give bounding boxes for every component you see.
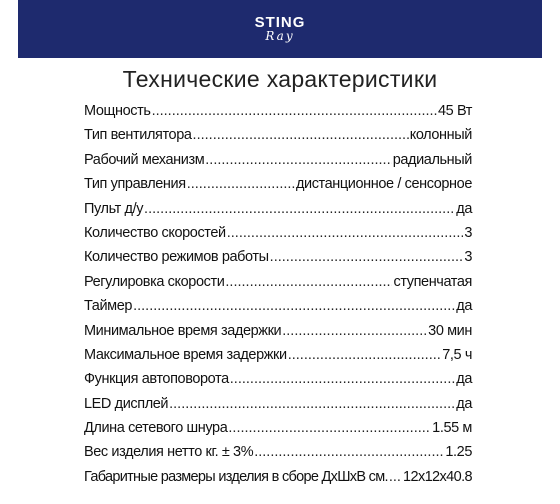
spec-label: Тип управления (84, 176, 186, 193)
dot-leader (205, 152, 391, 168)
spec-label: Рабочий механизм (84, 151, 205, 168)
spec-label: Длина сетевого шнура (84, 420, 228, 437)
spec-value: 30 мин (428, 322, 472, 339)
spec-label: Функция автоповорота (84, 371, 229, 388)
spec-row (84, 347, 472, 371)
dot-leader (270, 249, 464, 265)
brand-logo: STING (254, 14, 306, 31)
spec-label: LED дисплей (84, 395, 169, 412)
spec-label: Регулировка скорости (84, 273, 225, 290)
spec-label: Таймер (84, 298, 133, 315)
spec-value: 45 Вт (438, 103, 472, 119)
spec-value: радиальный (392, 151, 472, 168)
spec-row (84, 152, 472, 176)
dot-leader (389, 469, 402, 485)
spec-row (84, 176, 472, 200)
spec-label: Количество режимов работы (84, 249, 269, 266)
spec-row (84, 323, 472, 347)
spec-label: Тип вентилятора (84, 127, 192, 144)
spec-row (84, 201, 472, 225)
dot-leader (152, 103, 437, 119)
dot-leader (228, 420, 431, 436)
spec-row (84, 371, 472, 395)
dot-leader (230, 371, 455, 387)
spec-value: колонный (409, 127, 472, 144)
spec-value: да (456, 298, 472, 315)
spec-list (84, 103, 472, 493)
spec-value: да (456, 395, 472, 412)
spec-label: Минимальное время задержки (84, 322, 282, 339)
dot-leader (187, 176, 295, 192)
spec-label: Мощность (84, 103, 151, 119)
dot-leader (144, 201, 455, 217)
dot-leader (169, 396, 455, 412)
dot-leader (193, 127, 409, 143)
dot-leader (282, 323, 427, 339)
spec-value: 3 (464, 249, 472, 266)
spec-value: 1.25 (445, 444, 472, 461)
spec-label: Вес изделия нетто кг. ± 3% (84, 444, 254, 461)
spec-value: да (456, 200, 472, 217)
spec-row (84, 396, 472, 420)
spec-label: Максимальное время задержки (84, 346, 287, 363)
dot-leader (254, 444, 444, 460)
spec-row (84, 298, 472, 322)
spec-label: Количество скоростей (84, 224, 226, 241)
brand-header (18, 0, 542, 58)
spec-value: 3 (464, 224, 472, 241)
spec-row (84, 469, 472, 493)
dot-leader (288, 347, 442, 363)
spec-value: 12х12х40.8 (403, 468, 472, 485)
spec-row (84, 274, 472, 298)
spec-label: Пульт д/у (84, 200, 144, 217)
dot-leader (227, 225, 464, 241)
spec-row (84, 420, 472, 444)
spec-row (84, 103, 472, 127)
dot-leader (133, 298, 455, 314)
spec-row (84, 249, 472, 273)
spec-value: да (456, 371, 472, 388)
spec-label: Габаритные размеры изделия в сборе ДхШхВ см. (84, 468, 388, 485)
page-title: Технические характеристики (122, 66, 438, 92)
spec-value: дистанционное / сенсорное (295, 176, 472, 193)
spec-row (84, 127, 472, 151)
brand-logo-subtitle: Ray (265, 29, 295, 43)
spec-value: 1.55 м (432, 420, 472, 437)
spec-value: 7,5 ч (442, 346, 472, 363)
spec-value: ступенчатая (393, 273, 472, 290)
dot-leader (225, 274, 392, 290)
spec-row (84, 444, 472, 468)
spec-row (84, 225, 472, 249)
